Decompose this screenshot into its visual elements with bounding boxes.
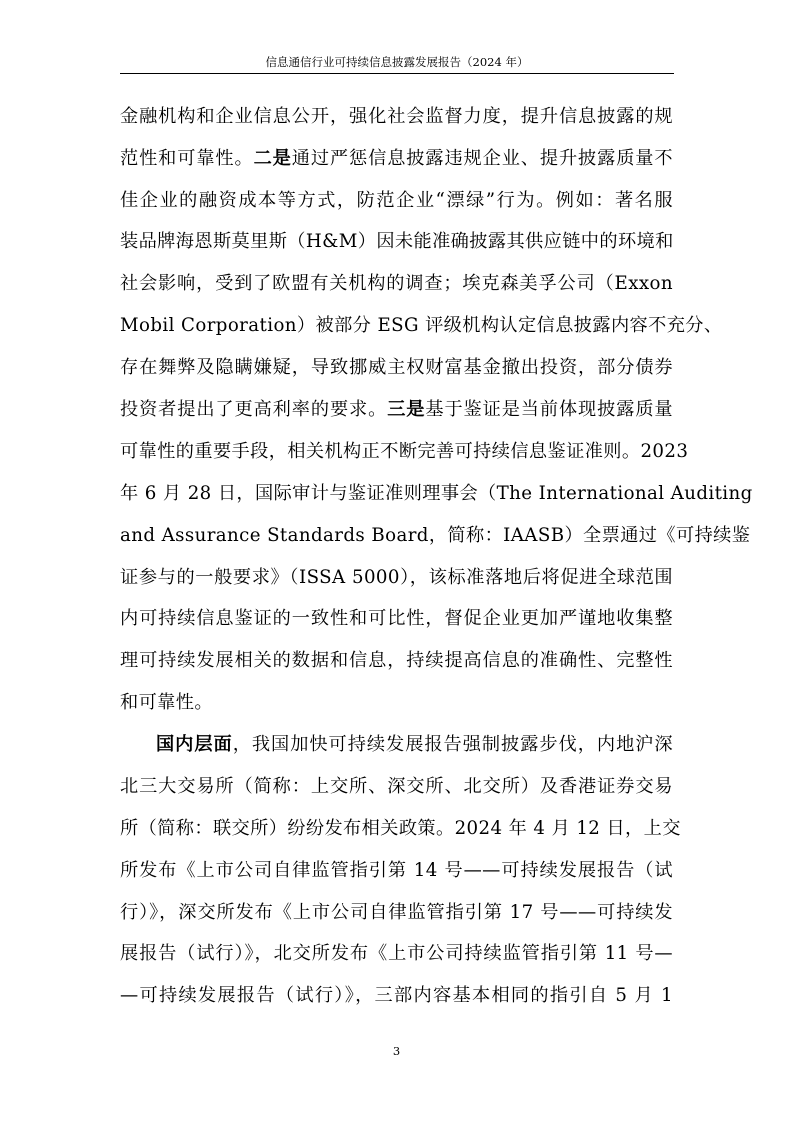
body-line: 年 6 月 28 日，国际审计与鉴证准则理事会（The International Auditing [120,483,753,504]
body-line: 证参与的一般要求》（ISSA 5000），该标准落地后将促进全球范围 [120,567,673,588]
body-line: 装品牌海恩斯莫里斯（H&M）因未能准确披露其供应链中的环境和 [120,231,674,252]
body-line: 内可持续信息鉴证的一致性和可比性，督促企业更加严谨地收集整 [120,608,673,629]
body-line [120,399,673,421]
body-line: 理可持续发展相关的数据和信息，持续提高信息的准确性、完整性 [120,650,673,671]
body-line: 所（简称：联交所）纷纷发布相关政策。2024 年 4 月 12 日，上交 [120,818,681,839]
running-header: 信息通信行业可持续信息披露发展报告（2024 年） [265,55,529,69]
body-line: —可持续发展报告（试行）》，三部内容基本相同的指引自 5 月 1 [120,985,673,1006]
emphasis-text: 国内层面 [156,734,233,755]
body-line: 可靠性的重要手段，相关机构正不断完善可持续信息鉴证准则。2023 [120,441,689,462]
body-line [156,734,673,756]
body-line: 存在舞弊及隐瞒嫌疑，导致挪威主权财富基金撤出投资，部分债券 [120,357,673,378]
emphasis-text: 三是 [387,399,426,420]
body-line: 和可靠性。 [120,692,213,713]
body-line: 北三大交易所（简称：上交所、深交所、北交所）及香港证券交易 [120,776,673,797]
body-text: 投资者提出了更高利率的要求。 [120,399,388,420]
body-text: 基于鉴证是当前体现披露质量 [425,399,673,420]
body-line: 社会影响，受到了欧盟有关机构的调查；埃克森美孚公司（Exxon [120,273,673,294]
body-text: 范性和可靠性。 [120,148,254,169]
body-line: 金融机构和企业信息公开，强化社会监督力度，提升信息披露的规 [120,106,673,127]
body-line: 所发布《上市公司自律监管指引第 14 号——可持续发展报告（试 [120,860,673,881]
body-line: 行）》，深交所发布《上市公司自律监管指引第 17 号——可持续发 [120,902,673,923]
body-line: 展报告（试行）》，北交所发布《上市公司持续监管指引第 11 号— [120,943,673,964]
emphasis-text: 二是 [253,148,292,169]
body-text: 通过严惩信息披露违规企业、提升披露质量不 [291,148,673,169]
body-line: 佳企业的融资成本等方式，防范企业“漂绿”行为。例如：著名服 [120,190,673,211]
page-number: 3 [392,1044,401,1058]
body-line [120,148,673,170]
header-rule [120,73,674,74]
body-text: ，我国加快可持续发展报告强制披露步伐，内地沪深 [232,734,673,755]
body-line: and Assurance Standards Board，简称：IAASB）全票通过《可持续鉴 [120,525,751,546]
body-line: Mobil Corporation）被部分 ESG 评级机构认定信息披露内容不充分、 [120,315,723,336]
